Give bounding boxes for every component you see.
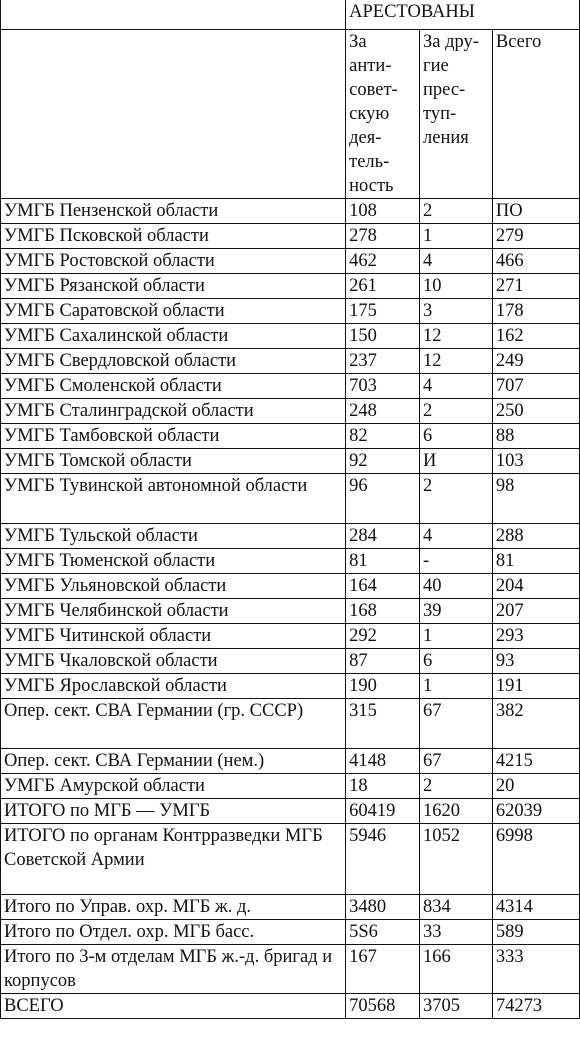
row-other-cell: 39 [420,598,493,623]
row-name-cell: Итого по Отдел. охр. МГБ басс. [1,919,346,944]
row-name-cell: ВСЕГО [1,993,346,1018]
header-col-anti [346,29,420,198]
row-total-cell: 333 [492,944,579,993]
table-row [1,198,580,223]
row-other-cell: 166 [420,944,493,993]
table-row [1,773,580,798]
row-name-cell: УМГБ Пензенской области [1,198,346,223]
row-other-cell: 1 [420,223,493,248]
table-row [1,523,580,548]
row-other-cell: 67 [420,698,493,748]
table-row [1,348,580,373]
row-other-cell: 4 [420,373,493,398]
row-other-cell: 1 [420,673,493,698]
row-name-cell: УМГБ Челябинской области [1,598,346,623]
row-name-cell: УМГБ Амурской области [1,773,346,798]
row-total-cell: 207 [492,598,579,623]
row-anti-cell: 190 [346,673,420,698]
row-name-cell: УМГБ Ярославской области [1,673,346,698]
row-anti-cell: 82 [346,423,420,448]
row-total-cell: 707 [492,373,579,398]
header-line: ность [349,175,394,196]
row-other-cell: 67 [420,748,493,773]
header-group-title: АРЕСТОВАНЫ [346,0,580,29]
row-total-cell: 271 [492,273,579,298]
row-total-cell: 466 [492,248,579,273]
table-row [1,298,580,323]
row-name-cell: УМГБ Тюменской области [1,548,346,573]
row-total-cell: 279 [492,223,579,248]
row-other-cell: 2 [420,473,493,523]
table-row [1,894,580,919]
row-anti-cell: 96 [346,473,420,523]
row-total-cell: 162 [492,323,579,348]
header-line: тель- [349,151,390,172]
table-row [1,993,580,1018]
row-name-cell: УМГБ Тамбовской области [1,423,346,448]
table-row [1,423,580,448]
table-row [1,798,580,823]
row-name-cell: УМГБ Ульяновской области [1,573,346,598]
table-row [1,919,580,944]
row-other-cell: 1620 [420,798,493,823]
header-name-blank [1,29,346,198]
row-other-cell: 33 [420,919,493,944]
row-total-cell: 62039 [492,798,579,823]
row-total-cell: 98 [492,473,579,523]
table-row [1,273,580,298]
row-other-cell: - [420,548,493,573]
table-row [1,748,580,773]
row-other-cell: И [420,448,493,473]
row-anti-cell: 60419 [346,798,420,823]
row-name-cell: УМГБ Читинской области [1,623,346,648]
header-line: скую [349,103,390,124]
row-anti-cell: 92 [346,448,420,473]
row-total-cell: 6998 [492,823,579,894]
row-anti-cell: 167 [346,944,420,993]
row-other-cell: 6 [420,423,493,448]
row-anti-cell: 261 [346,273,420,298]
row-total-cell: 249 [492,348,579,373]
header-line: гие [423,55,449,76]
row-total-cell: 191 [492,673,579,698]
row-anti-cell: 168 [346,598,420,623]
row-anti-cell: 5946 [346,823,420,894]
header-line: совет- [349,79,398,100]
header-line: прес- [423,79,466,100]
table-row [1,673,580,698]
header-line: За дру- [423,31,479,52]
row-total-cell: 204 [492,573,579,598]
row-total-cell: ПО [492,198,579,223]
header-line: туп- [423,103,457,124]
row-total-cell: 4314 [492,894,579,919]
row-total-cell: 88 [492,423,579,448]
row-name-cell: ИТОГО по органам Контрразведки МГБ Советской Армии [1,823,346,894]
row-name-cell: Опер. сект. СВА Германии (нем.) [1,748,346,773]
row-anti-cell: 3480 [346,894,420,919]
row-total-cell: 293 [492,623,579,648]
row-anti-cell: 462 [346,248,420,273]
row-name-cell: УМГБ Тульской области [1,523,346,548]
row-total-cell: 20 [492,773,579,798]
row-name-cell: УМГБ Сахалинской области [1,323,346,348]
row-anti-cell: 70568 [346,993,420,1018]
row-anti-cell: 315 [346,698,420,748]
table-row [1,623,580,648]
row-name-cell: Опер. сект. СВА Германии (гр. СССР) [1,698,346,748]
row-anti-cell: 4148 [346,748,420,773]
row-anti-cell: 81 [346,548,420,573]
row-other-cell: 40 [420,573,493,598]
row-anti-cell: 703 [346,373,420,398]
row-total-cell: 178 [492,298,579,323]
header-group-row [1,0,580,29]
row-name-cell: УМГБ Свердловской области [1,348,346,373]
header-line: анти- [349,55,392,76]
row-other-cell: 2 [420,198,493,223]
row-other-cell: 10 [420,273,493,298]
row-total-cell: 81 [492,548,579,573]
row-other-cell: 4 [420,523,493,548]
table-row [1,248,580,273]
row-anti-cell: 284 [346,523,420,548]
table-row [1,944,580,993]
header-line: ления [423,127,469,148]
row-total-cell: 4215 [492,748,579,773]
row-name-cell: УМГБ Саратовской области [1,298,346,323]
row-other-cell: 834 [420,894,493,919]
row-anti-cell: 292 [346,623,420,648]
table-row [1,823,580,894]
row-name-cell: УМГБ Псковской области [1,223,346,248]
row-name-cell: УМГБ Сталинградской области [1,398,346,423]
row-name-cell: Итого по Управ. охр. МГБ ж. д. [1,894,346,919]
row-other-cell: 4 [420,248,493,273]
table-row [1,398,580,423]
row-other-cell: 6 [420,648,493,673]
table-row [1,598,580,623]
table-row [1,448,580,473]
row-anti-cell: 248 [346,398,420,423]
table-row [1,323,580,348]
row-other-cell: 3 [420,298,493,323]
table-row [1,548,580,573]
row-total-cell: 103 [492,448,579,473]
row-other-cell: 12 [420,348,493,373]
row-anti-cell: 108 [346,198,420,223]
header-subcolumns-row [1,29,580,198]
header-col-other [420,29,493,198]
row-total-cell: 589 [492,919,579,944]
row-other-cell: 3705 [420,993,493,1018]
row-anti-cell: 237 [346,348,420,373]
row-total-cell: 382 [492,698,579,748]
row-anti-cell: 5S6 [346,919,420,944]
row-total-cell: 288 [492,523,579,548]
table-row [1,698,580,748]
row-other-cell: 1052 [420,823,493,894]
row-name-cell: УМГБ Чкаловской области [1,648,346,673]
row-anti-cell: 278 [346,223,420,248]
row-anti-cell: 164 [346,573,420,598]
row-name-cell: УМГБ Ростовской области [1,248,346,273]
row-name-cell: УМГБ Рязанской области [1,273,346,298]
row-name-cell: УМГБ Тувинской автономной области [1,473,346,523]
row-anti-cell: 150 [346,323,420,348]
row-other-cell: 2 [420,398,493,423]
row-name-cell: УМГБ Смоленской области [1,373,346,398]
table-row [1,573,580,598]
row-total-cell: 74273 [492,993,579,1018]
row-other-cell: 1 [420,623,493,648]
header-line: За [349,31,367,52]
row-name-cell: УМГБ Томской области [1,448,346,473]
table-row [1,373,580,398]
table-row [1,473,580,523]
row-anti-cell: 175 [346,298,420,323]
header-col-other-text [423,30,489,150]
row-anti-cell: 87 [346,648,420,673]
row-other-cell: 2 [420,773,493,798]
header-line: дея- [349,127,382,148]
header-blank-cell [1,0,346,29]
row-total-cell: 93 [492,648,579,673]
row-total-cell: 250 [492,398,579,423]
row-anti-cell: 18 [346,773,420,798]
table-row [1,648,580,673]
table-row [1,223,580,248]
header-col-total: Всего [492,29,579,198]
row-name-cell: Итого по 3-м отделам МГБ ж.-д. бригад и корпусов [1,944,346,993]
row-name-cell: ИТОГО по МГБ — УМГБ [1,798,346,823]
header-col-anti-text [349,30,416,198]
row-other-cell: 12 [420,323,493,348]
